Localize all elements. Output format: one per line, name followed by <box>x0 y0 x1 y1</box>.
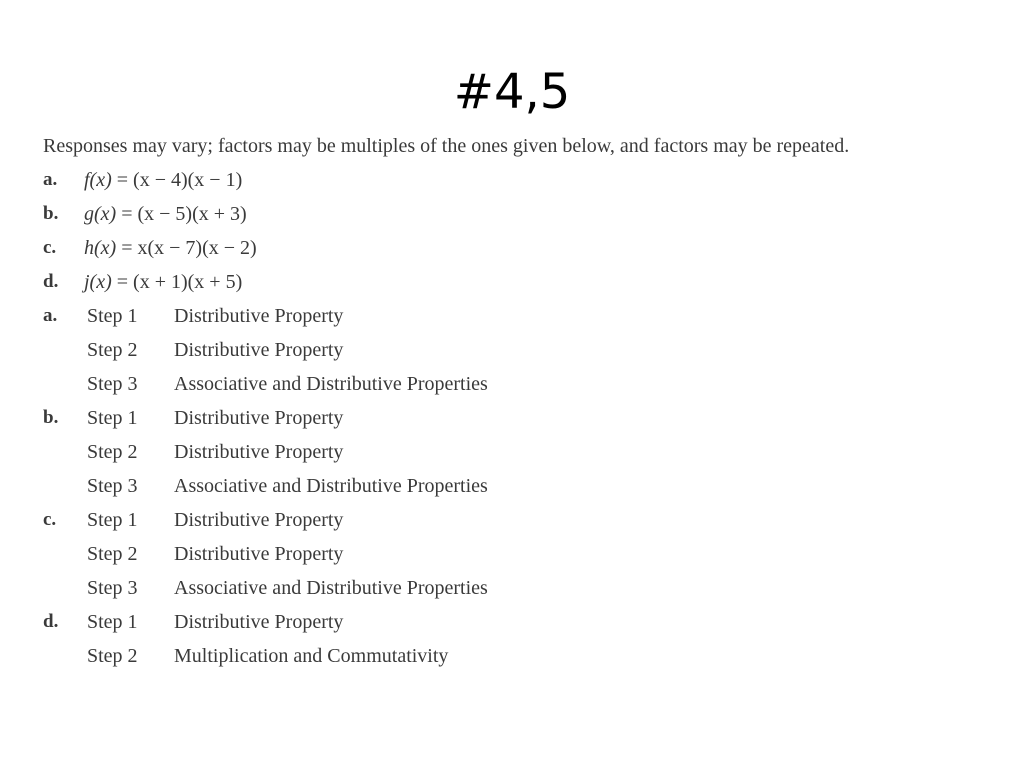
step-label: Step 1 <box>87 611 138 633</box>
function-name: j(x) <box>84 271 112 293</box>
function-name: h(x) <box>84 237 117 259</box>
step-row <box>43 537 983 571</box>
property-text: Distributive Property <box>174 611 344 633</box>
answer-content <box>43 130 983 673</box>
step-row <box>43 367 983 401</box>
step-row <box>43 571 983 605</box>
step-row <box>43 503 983 537</box>
step-row <box>43 605 983 639</box>
item-letter: a. <box>43 305 58 326</box>
function-name: g(x) <box>84 203 117 225</box>
property-text: Associative and Distributive Properties <box>174 475 488 497</box>
function-expression: = (x + 1)(x + 5) <box>116 271 243 293</box>
formula-row <box>43 231 983 265</box>
step-list <box>43 299 983 673</box>
property-text: Distributive Property <box>174 407 344 429</box>
step-label: Step 3 <box>87 373 138 395</box>
property-text: Distributive Property <box>174 339 344 361</box>
step-label: Step 1 <box>87 509 138 531</box>
function-expression: = (x − 4)(x − 1) <box>116 169 243 191</box>
item-letter: d. <box>43 611 59 632</box>
step-row <box>43 401 983 435</box>
step-label: Step 2 <box>87 645 138 667</box>
item-letter: b. <box>43 407 59 428</box>
function-expression: = (x − 5)(x + 3) <box>121 203 247 225</box>
property-text: Associative and Distributive Properties <box>174 373 488 395</box>
item-letter: c. <box>43 237 57 258</box>
formula <box>84 163 242 197</box>
step-row <box>43 435 983 469</box>
property-text: Distributive Property <box>174 305 344 327</box>
function-expression: = x(x − 7)(x − 2) <box>121 237 257 259</box>
formula-list <box>43 163 983 299</box>
step-label: Step 3 <box>87 475 138 497</box>
formula <box>84 231 257 265</box>
step-row <box>43 639 983 673</box>
intro-text: Responses may vary; factors may be multiples of the ones given below, and factors may be repeated. <box>43 135 850 157</box>
item-letter: b. <box>43 203 59 224</box>
property-text: Distributive Property <box>174 509 344 531</box>
formula-row <box>43 265 983 299</box>
step-label: Step 3 <box>87 577 138 599</box>
step-label: Step 1 <box>87 407 138 429</box>
formula-row <box>43 163 983 197</box>
item-letter: d. <box>43 271 59 292</box>
step-label: Step 2 <box>87 543 138 565</box>
step-label: Step 2 <box>87 441 138 463</box>
property-text: Distributive Property <box>174 543 344 565</box>
property-text: Associative and Distributive Properties <box>174 577 488 599</box>
step-label: Step 2 <box>87 339 138 361</box>
formula <box>84 265 242 299</box>
step-row <box>43 469 983 503</box>
formula <box>84 197 247 231</box>
function-name: f(x) <box>84 169 112 191</box>
slide-title: #4,5 <box>453 64 571 120</box>
item-letter: a. <box>43 169 58 190</box>
step-row <box>43 333 983 367</box>
step-row <box>43 299 983 333</box>
property-text: Distributive Property <box>174 441 344 463</box>
property-text: Multiplication and Commutativity <box>174 645 449 667</box>
formula-row <box>43 197 983 231</box>
item-letter: c. <box>43 509 57 530</box>
step-label: Step 1 <box>87 305 138 327</box>
